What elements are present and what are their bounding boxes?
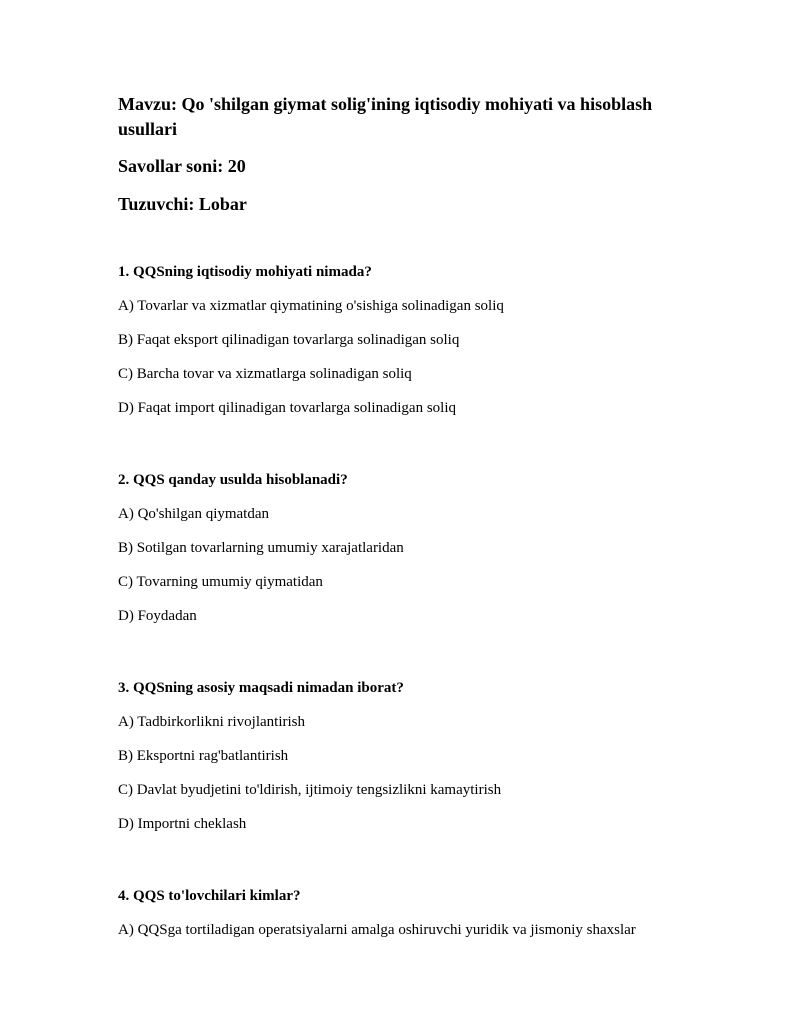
option-c: C) Barcha tovar va xizmatlarga solinadigan soliq xyxy=(118,366,412,382)
option-d: D) Faqat import qilinadigan tovarlarga solinadigan soliq xyxy=(118,400,456,416)
question-1 xyxy=(118,262,698,418)
option-a: A) Qo'shilgan qiymatdan xyxy=(118,506,270,522)
author: Tuzuvchi: Lobar xyxy=(118,194,247,214)
option-a: A) Tovarlar va xizmatlar qiymatining o'sishiga solinadigan soliq xyxy=(118,298,504,314)
option-b: B) Faqat eksport qilinadigan tovarlarga solinadigan soliq xyxy=(118,332,460,348)
question-text: 3. QQSning asosiy maqsadi nimadan iborat? xyxy=(118,680,404,696)
question-4 xyxy=(118,886,698,940)
question-text: 1. QQSning iqtisodiy mohiyati nimada? xyxy=(118,264,372,280)
question-3 xyxy=(118,678,698,834)
option-c: C) Tovarning umumiy qiymatidan xyxy=(118,574,323,590)
option-c: C) Davlat byudjetini to'ldirish, ijtimoiy tengsizlikni kamaytirish xyxy=(118,782,502,798)
option-a: A) Tadbirkorlikni rivojlantirish xyxy=(118,714,305,730)
question-text: 4. QQS to'lovchilari kimlar? xyxy=(118,888,301,904)
question-text: 2. QQS qanday usulda hisoblanadi? xyxy=(118,472,348,488)
question-count: Savollar soni: 20 xyxy=(118,156,246,176)
option-d: D) Foydadan xyxy=(118,608,197,624)
document-title: Mavzu: Qo 'shilgan giymat solig'ining iqtisodiy mohiyati va hisoblash usullari xyxy=(118,94,653,139)
document-page xyxy=(118,92,698,940)
question-2 xyxy=(118,470,698,626)
option-b: B) Sotilgan tovarlarning umumiy xarajatlaridan xyxy=(118,540,404,556)
option-b: B) Eksportni rag'batlantirish xyxy=(118,748,289,764)
option-d: D) Importni cheklash xyxy=(118,816,247,832)
option-a: A) QQSga tortiladigan operatsiyalarni amalga oshiruvchi yuridik va jismoniy shaxslar xyxy=(118,922,636,938)
